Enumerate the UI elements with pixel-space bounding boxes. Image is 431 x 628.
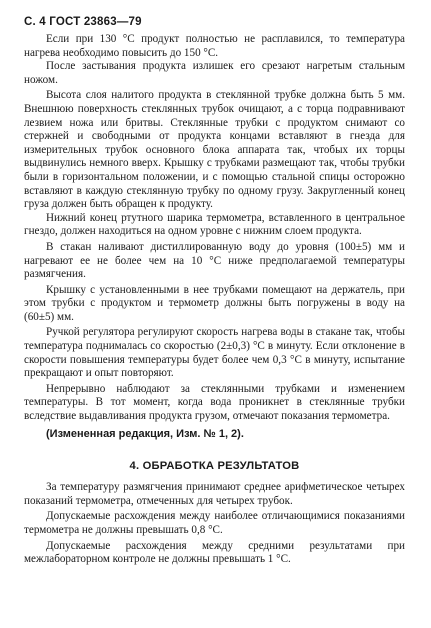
- paragraph: Непрерывно наблюдают за стеклянными трубками и изменением температуры. В тот момент, когда вода проникнет в стеклянные трубки вследствие выдавливания продукта грузом, отмечают показания термометра.: [24, 382, 405, 423]
- results-processing-text: [24, 481, 405, 567]
- paragraph: Высота слоя налитого продукта в стеклянной трубке должна быть 5 мм. Внешнюю поверхность стеклянных трубок очищают, а с торца подравнивают лезвием ножа или бритвы. Стеклянные трубки с продуктом снимают со стержней и свободными от продукта концами вставляют в гнезда для измерительных трубок основного блока аппарата так, чтобых их торцы выдвинулись немного вверх. Крышку с трубками размещают так, чтобы трубки были в горизонтальном положении, и с помощью стальной спицы осторожно вставляют в каждую стеклянную трубку по одному грузу. Закругленный конец груза должен быть обращен к продукту.: [24, 89, 405, 211]
- edition-note: (Измененная редакция, Изм. № 1, 2).: [46, 427, 244, 440]
- paragraph: Нижний конец ртутного шарика термометра, вставленного в центральное гнездо, должен находиться на одном уровне с нижним слоем продукта.: [24, 211, 405, 238]
- paragraph: Допускаемые расхождения между наиболее отличающимися показаниями термометра не должны превышать 0,8 °С.: [24, 510, 405, 536]
- paragraph: Крышку с установленными в нее трубками помещают на держатель, при этом трубки с продуктом и термометр должны быть погружены в воду на (60±5) мм.: [24, 283, 405, 323]
- section-title: 4. ОБРАБОТКА РЕЗУЛЬТАТОВ: [129, 460, 300, 473]
- paragraph: За температуру размягчения принимают среднее арифметическое четырех показаний термометра, отмеченных для четырех трубок.: [24, 481, 405, 507]
- paragraph: Если при 130 °С продукт полностью не расплавился, то температура нагрева необходимо повысить до 150 °С.: [24, 33, 405, 59]
- method-procedure-text: [24, 33, 405, 441]
- paragraph: После застывания продукта излишек его срезают нагретым стальным ножом.: [24, 60, 405, 86]
- running-head: С. 4 ГОСТ 23863—79: [24, 16, 142, 28]
- paragraph: В стакан наливают дистиллированную воду до уровня (100±5) мм и нагревают ее не более чем на 10 °С ниже предполагаемой температуры размягчения.: [24, 240, 405, 281]
- paragraph: Допускаемые расхождения между средними результатами при межлабораторном контроле не должны превышать 1 °С.: [24, 539, 405, 566]
- paragraph: Ручкой регулятора регулируют скорость нагрева воды в стакане так, чтобы температура поднималась со скоростью (2±0,3) °С в минуту. Если отклонение в скорости повышения температуры будет более чем 0,3 °С в минуту, испытание прекращают и опыт повторяют.: [24, 326, 405, 380]
